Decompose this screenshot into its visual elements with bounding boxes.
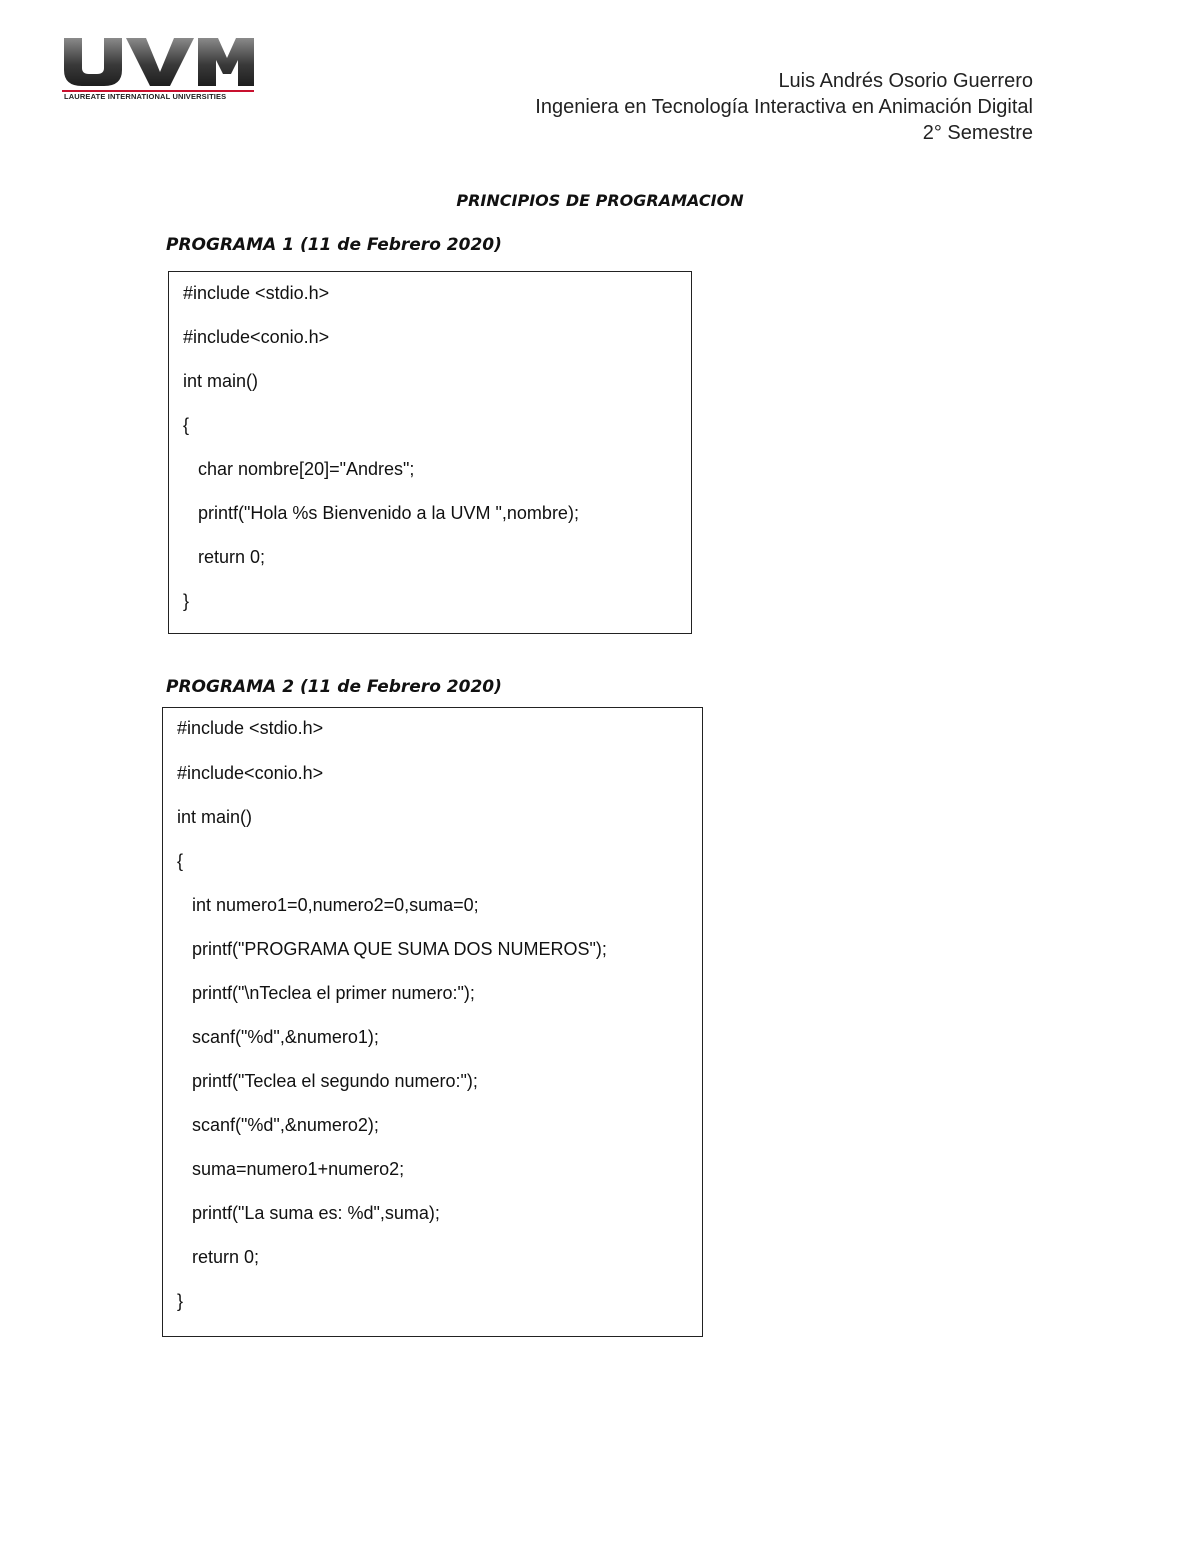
code-line: printf("La suma es: %d",suma); — [177, 1203, 440, 1223]
code-line: #include <stdio.h> — [183, 283, 330, 303]
code-line: int numero1=0,numero2=0,suma=0; — [177, 895, 479, 915]
logo-tagline: LAUREATE INTERNATIONAL UNIVERSITIES — [64, 92, 227, 101]
code-line: } — [183, 591, 190, 611]
degree-program: Ingeniera en Tecnología Interactiva en Animación Digital — [535, 96, 1033, 118]
code-line: #include<conio.h> — [177, 763, 324, 783]
code-line: #include<conio.h> — [183, 327, 330, 347]
code-line: return 0; — [183, 547, 266, 567]
code-line: #include <stdio.h> — [177, 718, 324, 738]
code-line: int main() — [183, 371, 259, 391]
code-line: printf("Teclea el segundo numero:"); — [177, 1071, 478, 1091]
uvm-logo — [62, 34, 256, 104]
author-info — [535, 68, 1033, 146]
code-line: int main() — [177, 807, 253, 827]
code-line: scanf("%d",&numero2); — [177, 1115, 379, 1135]
program-2-heading: PROGRAMA 2 (11 de Febrero 2020) — [166, 677, 502, 697]
code-line: suma=numero1+numero2; — [177, 1159, 405, 1179]
program-1-code-box — [168, 271, 692, 634]
program-1-heading: PROGRAMA 1 (11 de Febrero 2020) — [166, 235, 502, 255]
code-line: { — [183, 415, 190, 435]
code-line: { — [177, 851, 184, 871]
code-line: printf("PROGRAMA QUE SUMA DOS NUMEROS"); — [177, 939, 607, 959]
code-line: scanf("%d",&numero1); — [177, 1027, 379, 1047]
author-name: Luis Andrés Osorio Guerrero — [778, 70, 1033, 92]
program-2-code-box — [162, 707, 703, 1337]
code-line: printf("\nTeclea el primer numero:"); — [177, 983, 475, 1003]
semester: 2° Semestre — [922, 122, 1033, 144]
code-line: } — [177, 1291, 184, 1311]
document-title: PRINCIPIOS DE PROGRAMACION — [456, 191, 744, 210]
code-line: printf("Hola %s Bienvenido a la UVM ",nombre); — [183, 503, 579, 523]
code-line: return 0; — [177, 1247, 260, 1267]
code-line: char nombre[20]="Andres"; — [183, 459, 415, 479]
